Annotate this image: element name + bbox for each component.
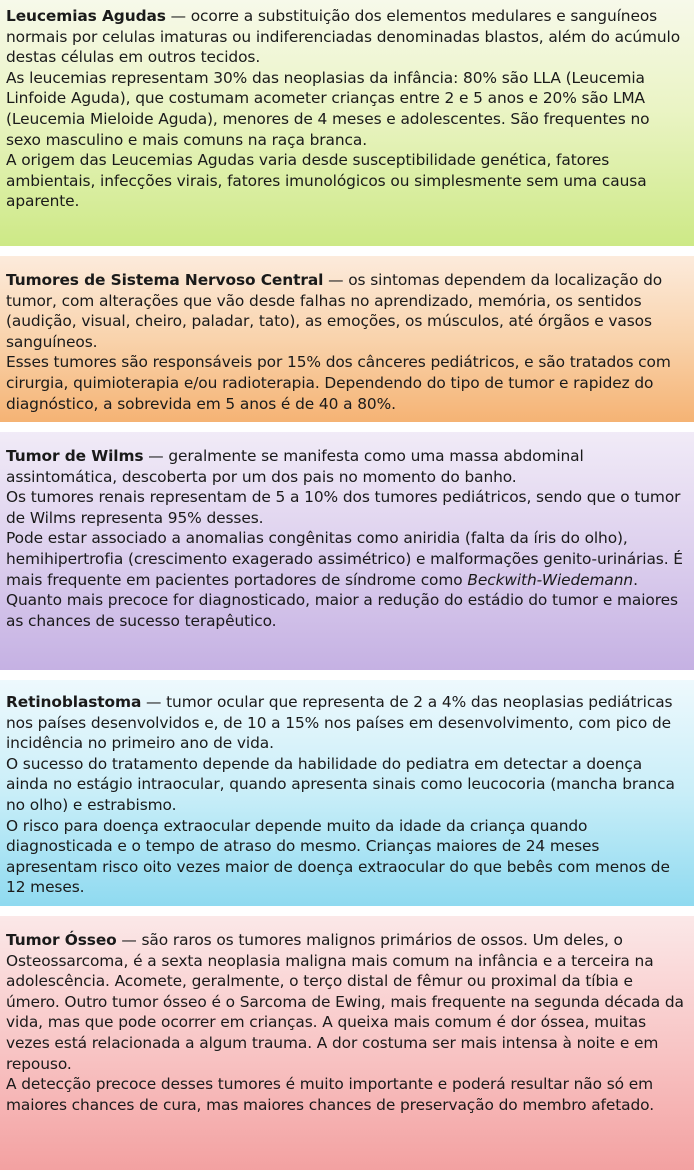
section-paragraph: A detecção precoce desses tumores é muito importante e poderá resultar não só em maiores chances de cura, mas maiores chances de preservação do membro afetado. xyxy=(6,1075,654,1114)
section-intro xyxy=(6,930,688,1074)
section-text: — geralmente se manifesta como uma massa abdominal assintomática, descoberta por um dos pais no momento do banho. xyxy=(6,447,584,486)
section-text: . xyxy=(633,570,638,589)
section-intro xyxy=(6,692,688,754)
section-paragraph: O sucesso do tratamento depende da habilidade do pediatra em detectar a doença ainda no estágio intraocular, quando apresenta sinais como leucocoria (mancha branca no olho) e estrabismo. xyxy=(6,754,675,814)
section-title: Tumor Ósseo xyxy=(6,931,117,949)
section-leucemias-agudas xyxy=(0,0,694,246)
section-tumor-osseo xyxy=(0,916,694,1170)
section-text: — ocorre a substituição dos elementos medulares e sanguíneos normais por celulas imaturas ou indiferenciadas denominadas blastos, além do acúmulo destas células em outros tecidos. xyxy=(6,7,681,67)
section-intro xyxy=(6,6,688,68)
section-text: — tumor ocular que representa de 2 a 4% das neoplasias pediátricas nos países desenvolvidos e, de 10 a 15% nos países em desenvolvimento, com pico de incidência no primeiro ano de vida. xyxy=(6,693,673,753)
syndrome-name: Beckwith-Wiedemann xyxy=(467,570,634,589)
section-tumores-snc xyxy=(0,256,694,422)
section-paragraph: A origem das Leucemias Agudas varia desde susceptibilidade genética, fatores ambientais, infecções virais, fatores imunológicos ou simplesmente sem uma causa aparente. xyxy=(6,151,647,211)
section-paragraph: Quanto mais precoce for diagnosticado, maior a redução do estádio do tumor e maiores as chances de sucesso terapêutico. xyxy=(6,591,678,630)
section-divider xyxy=(0,246,694,256)
section-paragraph: O risco para doença extraocular depende muito da idade da criança quando diagnosticada e o tempo de atraso do mesmo. Crianças maiores de 24 meses apresentam risco oito vezes maior de doença extraocular do que bebês com menos de 12 meses. xyxy=(6,816,670,897)
section-title: Leucemias Agudas xyxy=(6,7,166,25)
section-divider xyxy=(0,906,694,916)
section-title: Retinoblastoma xyxy=(6,693,142,711)
section-divider xyxy=(0,670,694,680)
section-text: Pode estar associado a anomalias congênitas como aniridia (falta da íris do olho), hemihipertrofia (crescimento exagerado assimétrico) e malformações genito-urinárias. É mais frequente em pacientes portadores de síndrome como xyxy=(6,529,683,589)
section-paragraph xyxy=(6,528,688,590)
section-retinoblastoma xyxy=(0,680,694,906)
section-text: — os sintomas dependem da localização do tumor, com alterações que vão desde falhas no aprendizado, memória, os sentidos (audição, visual, cheiro, paladar, tato), as emoções, os músculos, até órgãos e vasos sanguíneos. xyxy=(6,271,663,351)
section-text: — são raros os tumores malignos primários de ossos. Um deles, o Osteossarcoma, é a sexta neoplasia maligna mais comum na infância e a terceira na adolescência. Acomete, geralmente, o terço distal de fêmur ou proximal da tíbia e úmero. Outro tumor ósseo é o Sarcoma de Ewing, mais frequente na segunda década da vida, mas que pode ocorrer em crianças. A queixa mais comum é dor óssea, muitas vezes está relacionada a algum trauma. A dor costuma ser mais intensa à noite e em repouso. xyxy=(6,931,684,1073)
section-intro xyxy=(6,446,688,487)
section-title: Tumor de Wilms xyxy=(6,447,144,465)
section-divider xyxy=(0,422,694,432)
section-intro xyxy=(6,270,688,352)
section-tumor-wilms xyxy=(0,432,694,670)
section-paragraph: As leucemias representam 30% das neoplasias da infância: 80% são LLA (Leucemia Linfoide Aguda), que costumam acometer crianças entre 2 e 5 anos e 20% são LMA (Leucemia Mieloide Aguda), menores de 4 meses e adolescentes. São frequentes no sexo masculino e mais comuns na raça branca. xyxy=(6,68,650,149)
section-title: Tumores de Sistema Nervoso Central xyxy=(6,271,324,289)
section-paragraph: Esses tumores são responsáveis por 15% dos cânceres pediátricos, e são tratados com cirurgia, quimioterapia e/ou radioterapia. Dependendo do tipo de tumor e rapidez do diagnóstico, a sobrevida em 5 anos é de 40 a 80%. xyxy=(6,353,671,413)
section-paragraph: Os tumores renais representam de 5 a 10% dos tumores pediátricos, sendo que o tumor de Wilms representa 95% desses. xyxy=(6,488,681,527)
